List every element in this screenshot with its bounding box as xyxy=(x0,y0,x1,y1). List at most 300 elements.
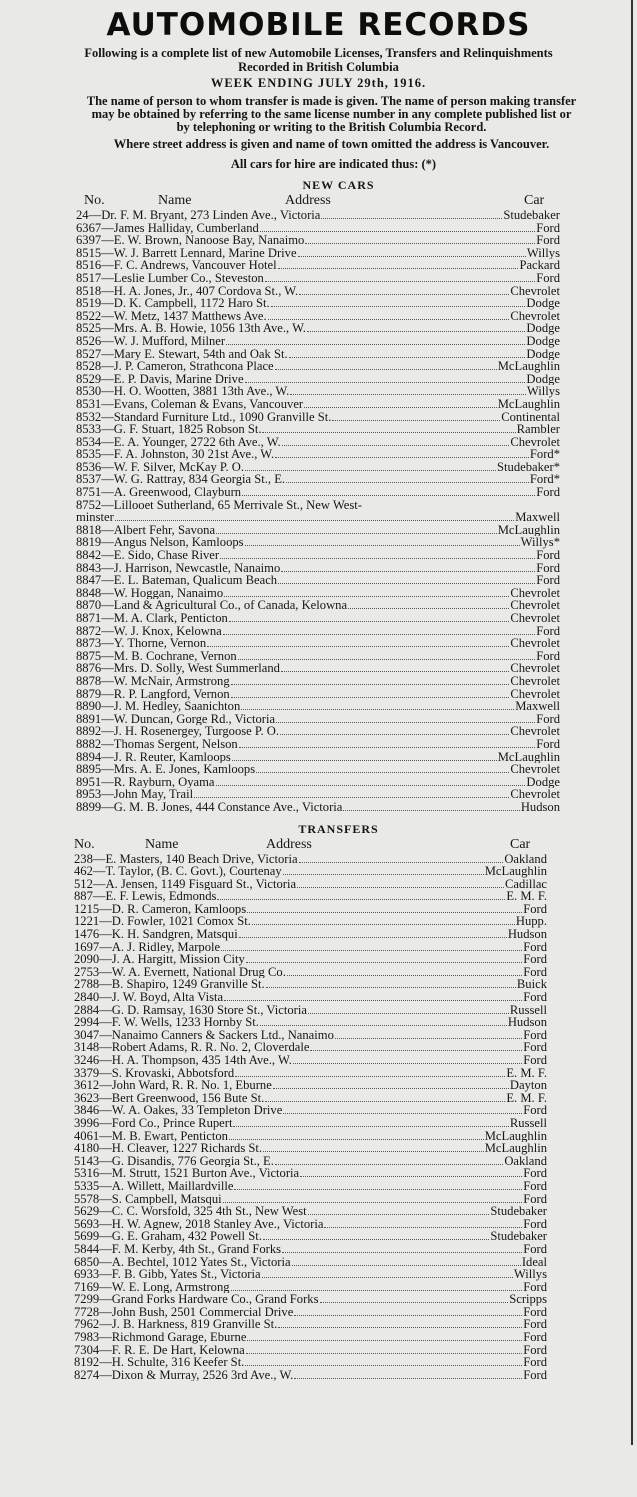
list-item xyxy=(74,1318,547,1331)
list-item xyxy=(76,259,560,272)
list-item xyxy=(76,599,560,612)
car-make: Hudson xyxy=(507,928,547,941)
list-item xyxy=(76,587,560,600)
list-item xyxy=(76,763,560,776)
record-entry: 8529—E. P. Davis, Marine Drive xyxy=(76,372,244,386)
record-entry: 8536—W. F. Silver, McKay P. O. xyxy=(76,460,245,474)
leader-dots xyxy=(260,231,535,232)
leader-dots xyxy=(245,470,496,471)
record-entry: 8528—J. P. Cameron, Strathcona Place xyxy=(76,360,274,373)
car-make: Chevrolet xyxy=(510,674,560,688)
list-item xyxy=(74,1155,547,1168)
leader-dots xyxy=(235,1076,505,1077)
list-item xyxy=(74,1268,547,1281)
leader-dots xyxy=(224,596,509,597)
leader-dots xyxy=(245,1365,522,1366)
car-make: Ford xyxy=(523,1041,547,1054)
list-item xyxy=(74,1256,547,1269)
transfers-list xyxy=(0,853,637,1382)
list-item xyxy=(74,853,547,866)
car-make: Ford xyxy=(523,1217,547,1231)
leader-dots xyxy=(226,344,525,345)
leader-dots xyxy=(194,797,509,798)
list-item xyxy=(74,903,547,916)
leader-dots xyxy=(266,987,516,988)
car-make: McLaughlin xyxy=(497,397,560,411)
leader-dots xyxy=(287,975,522,976)
car-make: Dodge xyxy=(526,334,560,348)
leader-dots xyxy=(234,1189,522,1190)
record-entry: 8534—E. A. Younger, 2722 6th Ave., W. xyxy=(76,435,281,449)
car-make: Dodge xyxy=(526,347,560,361)
car-make: Chevrolet xyxy=(510,612,560,625)
leader-dots xyxy=(247,912,522,913)
leader-dots xyxy=(247,1340,522,1341)
list-item xyxy=(74,1180,547,1193)
list-item xyxy=(74,1004,547,1017)
car-make: Chevrolet xyxy=(510,725,560,738)
record-entry: 5143—G. Disandis, 776 Georgia St., E. xyxy=(74,1154,274,1168)
record-entry: 8530—H. O. Wootten, 3881 13th Ave., W. xyxy=(76,385,290,398)
car-make: Russell xyxy=(509,1003,547,1017)
list-item xyxy=(76,297,560,310)
list-item xyxy=(74,1130,547,1143)
list-item xyxy=(76,738,560,751)
car-make: Chevrolet xyxy=(510,284,560,298)
new-cars-title: NEW CARS xyxy=(302,178,375,192)
car-make: Ford xyxy=(536,561,560,575)
leader-dots xyxy=(216,785,526,786)
leader-dots xyxy=(283,874,484,875)
leader-dots xyxy=(293,1063,522,1064)
leader-dots xyxy=(298,256,526,257)
car-make: Ford* xyxy=(529,448,560,461)
car-make: Chevrolet xyxy=(510,586,560,600)
list-item xyxy=(74,1243,547,1256)
leader-dots xyxy=(289,357,526,358)
leader-dots xyxy=(223,634,535,635)
list-item xyxy=(76,272,560,285)
list-item xyxy=(76,524,560,537)
record-entry: 8274—Dixon & Murray, 2526 3rd Ave., W. xyxy=(74,1368,294,1382)
leader-dots xyxy=(308,1214,490,1215)
leader-dots xyxy=(231,684,510,685)
car-make: Studebaker xyxy=(490,1230,547,1243)
record-entry: 2788—B. Shapiro, 1249 Granville St. xyxy=(74,978,265,992)
record-entry: 6850—A. Bechtel, 1012 Yates St., Victoria xyxy=(74,1255,291,1269)
record-entry: 8522—W. Metz, 1437 Matthews Ave. xyxy=(76,309,267,323)
list-item xyxy=(76,625,560,638)
leader-dots xyxy=(256,772,509,773)
list-item xyxy=(76,473,560,486)
leader-dots xyxy=(299,294,509,295)
list-item xyxy=(74,1281,547,1294)
record-entry: 8895—Mrs. A. E. Jones, Kamloops xyxy=(76,763,256,776)
car-make: Chevrolet xyxy=(510,309,560,323)
transfers-title: TRANSFERS xyxy=(298,821,379,836)
leader-dots xyxy=(282,445,510,446)
car-make: Ford xyxy=(523,940,547,954)
list-item xyxy=(74,1306,547,1319)
list-item xyxy=(76,222,560,235)
list-item xyxy=(76,398,560,411)
car-make: Ford xyxy=(523,953,547,966)
car-make: Ford xyxy=(523,1356,547,1369)
list-item xyxy=(74,1331,547,1344)
leader-dots xyxy=(245,382,526,383)
leader-dots xyxy=(252,924,515,925)
leader-dots xyxy=(220,558,535,559)
car-make: Studebaker xyxy=(503,209,560,222)
leader-dots xyxy=(223,1202,523,1203)
leader-dots xyxy=(307,331,525,332)
list-item xyxy=(76,713,560,726)
record-entry: 238—E. Masters, 140 Beach Drive, Victoria xyxy=(74,852,298,866)
record-entry: 8517—Leslie Lumber Co., Steveston xyxy=(76,271,264,285)
car-make: Dayton xyxy=(509,1079,547,1092)
col-car: Car xyxy=(510,836,531,852)
car-make: Hudson xyxy=(520,800,560,814)
list-item xyxy=(74,991,547,1004)
car-make: Ford xyxy=(523,1028,547,1042)
record-entry: 2753—W. A. Evernett, National Drug Co. xyxy=(74,965,286,979)
list-item xyxy=(76,209,560,222)
record-entry: 5578—S. Campbell, Matsqui xyxy=(74,1192,222,1206)
car-make: Ford xyxy=(523,1305,547,1319)
car-make: Maxwell xyxy=(515,700,560,713)
list-item xyxy=(76,511,560,524)
record-entry: 4180—H. Cleaver, 1227 Richards St. xyxy=(74,1142,263,1155)
list-item xyxy=(76,436,560,449)
leader-dots xyxy=(246,962,522,963)
leader-dots xyxy=(324,1227,522,1228)
leader-dots xyxy=(299,862,504,863)
leader-dots xyxy=(275,369,497,370)
record-entry: 8875—M. B. Cochrane, Vernon xyxy=(76,649,237,663)
car-make: Chevrolet xyxy=(510,662,560,675)
address-note: Where street address is given and name of town omitted the address is Vancouver. xyxy=(113,137,550,151)
list-item xyxy=(76,612,560,625)
record-entry: 5629—C. C. Worsfold, 325 4th St., New West xyxy=(74,1205,307,1218)
car-make: Maxwell xyxy=(515,511,560,524)
list-item xyxy=(76,448,560,461)
car-make: Ford* xyxy=(529,473,560,487)
car-make: Buick xyxy=(516,978,547,992)
record-entry: 462—T. Taylor, (B. C. Govt.), Courtenay xyxy=(74,865,282,878)
car-make: Studebaker* xyxy=(497,460,560,474)
leader-dots xyxy=(231,1290,523,1291)
list-item xyxy=(74,941,547,954)
list-item xyxy=(74,1167,547,1180)
car-make: Russell xyxy=(509,1116,547,1130)
leader-dots xyxy=(300,1176,522,1177)
leader-dots xyxy=(278,1327,522,1328)
car-make: Willys xyxy=(513,1268,547,1281)
record-entry: 8532—Standard Furniture Ltd., 1090 Granville St. xyxy=(76,410,332,424)
car-make: McLaughlin xyxy=(497,523,560,537)
record-entry: 8525—Mrs. A. B. Howie, 1056 13th Ave., W. xyxy=(76,322,306,335)
record-entry: 8526—W. J. Mufford, Milner xyxy=(76,334,226,348)
list-item xyxy=(74,1193,547,1206)
list-item xyxy=(76,285,560,298)
leader-dots xyxy=(320,1302,509,1303)
car-make: Chevrolet xyxy=(510,435,560,449)
record-entry: 5335—A. Willett, Maillardville xyxy=(74,1179,234,1193)
list-item xyxy=(74,878,547,891)
record-entry: 3148—Robert Adams, R. R. No. 2, Cloverdale xyxy=(74,1041,310,1054)
record-entry: 8751—A. Greenwood, Clayburn xyxy=(76,486,242,499)
record-entry: minster xyxy=(76,511,114,524)
list-item xyxy=(76,751,560,764)
leader-dots xyxy=(273,1088,509,1089)
car-make: Chevrolet xyxy=(510,788,560,801)
list-item xyxy=(74,915,547,928)
car-make: Chevrolet xyxy=(510,599,560,612)
record-entry: 3623—Bert Greenwood, 156 Bute St. xyxy=(74,1091,265,1105)
record-entry: 8951—R. Rayburn, Oyama xyxy=(76,775,215,789)
list-item xyxy=(74,953,547,966)
list-item xyxy=(74,1029,547,1042)
leader-dots xyxy=(263,1239,490,1240)
hire-note: All cars for hire are indicated thus: (*) xyxy=(230,157,437,171)
car-make: Hudson xyxy=(507,1016,547,1029)
car-make: Oakland xyxy=(504,852,547,866)
record-entry: 6397—E. W. Brown, Nanoose Bay, Nanaimo xyxy=(76,234,305,247)
car-make: Ford xyxy=(536,574,560,587)
list-item xyxy=(74,1344,547,1357)
car-make: Dodge xyxy=(526,322,560,335)
list-item xyxy=(74,1142,547,1155)
list-item xyxy=(74,1104,547,1117)
car-make: Chevrolet xyxy=(510,687,560,701)
car-make: Ford xyxy=(523,1331,547,1344)
leader-dots xyxy=(308,1013,509,1014)
record-entry: 8953—John May, Trail xyxy=(76,788,194,801)
car-make: Ford xyxy=(523,1104,547,1117)
leader-dots xyxy=(238,659,536,660)
record-entry: 887—E. F. Lewis, Edmonds xyxy=(74,890,217,903)
list-item xyxy=(74,1293,547,1306)
list-item xyxy=(76,650,560,663)
record-entry: 8516—F. C. Andrews, Vancouver Hotel xyxy=(76,259,277,272)
record-entry: 8891—W. Duncan, Gorge Rd., Victoria xyxy=(76,712,276,726)
list-item xyxy=(76,549,560,562)
car-make: Ford xyxy=(536,234,560,247)
record-entry: 8890—J. M. Hedley, Saanichton xyxy=(76,700,241,713)
car-make: McLaughlin xyxy=(484,1129,547,1143)
car-make: Ford xyxy=(523,1368,547,1382)
record-entry: 3047—Nanaimo Canners & Sackers Ltd., Nanaimo xyxy=(74,1028,334,1042)
car-make: Ford xyxy=(523,1192,547,1206)
record-entry: 8872—W. J. Knox, Kelowna xyxy=(76,624,222,638)
leader-dots xyxy=(282,1252,522,1253)
record-entry: 3379—S. Krovaski, Abbotsford xyxy=(74,1066,235,1080)
list-item xyxy=(76,310,560,323)
record-entry: 2090—J. A. Hargitt, Mission City xyxy=(74,953,245,966)
car-make: Ford xyxy=(536,221,560,235)
leader-dots xyxy=(221,950,522,951)
car-make: Ford xyxy=(523,1318,547,1332)
leader-dots xyxy=(262,432,515,433)
list-item xyxy=(74,928,547,941)
leader-dots xyxy=(229,621,510,622)
list-item xyxy=(74,1230,547,1243)
record-entry: 8894—J. R. Reuter, Kamloops xyxy=(76,750,231,764)
list-item xyxy=(74,1079,547,1092)
record-entry: 8518—H. A. Jones, Jr., 407 Cordova St., W. xyxy=(76,284,299,298)
leader-dots xyxy=(281,571,535,572)
car-make: Ford xyxy=(523,1242,547,1256)
list-item xyxy=(76,348,560,361)
col-no: No. xyxy=(74,836,95,852)
list-item xyxy=(76,461,560,474)
car-make: E. M. F. xyxy=(506,890,547,903)
car-make: Ford xyxy=(536,737,560,751)
list-item xyxy=(76,360,560,373)
list-item xyxy=(74,1117,547,1130)
record-entry: 512—A. Jensen, 1149 Fisguard St., Victoria xyxy=(74,877,297,891)
leader-dots xyxy=(231,697,510,698)
car-make: Studebaker xyxy=(490,1205,547,1218)
list-item xyxy=(74,978,547,991)
list-item xyxy=(76,536,560,549)
leader-dots xyxy=(278,583,535,584)
list-item xyxy=(74,1041,547,1054)
list-item xyxy=(74,890,547,903)
record-entry: 8882—Thomas Sergent, Nelson xyxy=(76,737,238,751)
list-item xyxy=(76,688,560,701)
record-entry: 7304—F. R. E. De Hart, Kelowna xyxy=(74,1343,245,1357)
car-make: Ford xyxy=(536,624,560,638)
record-entry: 24—Dr. F. M. Bryant, 273 Linden Ave., Victoria xyxy=(76,209,321,222)
list-item xyxy=(76,662,560,675)
leader-dots xyxy=(242,495,535,496)
car-make: Ford xyxy=(523,1054,547,1067)
record-entry: 8878—W. McNair, Armstrong xyxy=(76,674,230,688)
leader-dots xyxy=(239,937,507,938)
record-entry: 6933—F. B. Gibb, Yates St., Victoria xyxy=(74,1268,261,1281)
list-item xyxy=(76,234,560,247)
leader-dots xyxy=(332,420,500,421)
leader-dots xyxy=(304,407,497,408)
car-make: Chevrolet xyxy=(510,763,560,776)
record-entry: 1476—K. H. Sandgren, Matsqui xyxy=(74,928,238,941)
leader-dots xyxy=(229,1139,484,1140)
list-item xyxy=(76,574,560,587)
list-item xyxy=(76,788,560,801)
list-item xyxy=(76,411,560,424)
record-entry: 3996—Ford Co., Prince Rupert xyxy=(74,1116,233,1130)
record-entry: 2840—J. W. Boyd, Alta Vista xyxy=(74,991,224,1004)
record-entry: 6367—James Halliday, Cumberland xyxy=(76,221,259,235)
list-item xyxy=(76,499,560,512)
leader-dots xyxy=(246,1353,522,1354)
record-entry: 8818—Albert Fehr, Savona xyxy=(76,523,216,537)
leader-dots xyxy=(115,520,514,521)
leader-dots xyxy=(305,243,535,244)
new-cars-column-headers xyxy=(0,193,637,209)
transfers-column-headers xyxy=(0,837,637,853)
list-item xyxy=(74,865,547,878)
leader-dots xyxy=(216,533,497,534)
list-item xyxy=(76,373,560,386)
leader-dots xyxy=(224,1000,522,1001)
leader-dots xyxy=(343,810,519,811)
record-entry: 8870—Land & Agricultural Co., of Canada, Kelowna xyxy=(76,599,348,612)
car-make: Packard xyxy=(519,259,560,272)
list-item xyxy=(76,486,560,499)
record-entry: 8531—Evans, Coleman & Evans, Vancouver xyxy=(76,397,304,411)
record-entry: 3246—H. A. Thompson, 435 14th Ave., W. xyxy=(74,1054,292,1067)
car-make: E. M. F. xyxy=(506,1066,547,1080)
record-entry: 2994—F. W. Wells, 1233 Hornby St. xyxy=(74,1016,259,1029)
leader-dots xyxy=(265,1101,505,1102)
record-entry: 8899—G. M. B. Jones, 444 Constance Ave., Victoria xyxy=(76,800,343,814)
list-item xyxy=(74,1016,547,1029)
leader-dots xyxy=(321,218,502,219)
leader-dots xyxy=(294,1315,522,1316)
car-make: Ford xyxy=(523,991,547,1004)
leader-dots xyxy=(348,608,509,609)
car-make: Continental xyxy=(501,410,560,424)
car-make: Ford xyxy=(523,1280,547,1294)
car-make: McLaughlin xyxy=(484,1142,547,1155)
car-make: Ideal xyxy=(521,1255,547,1269)
car-make: Ford xyxy=(536,712,560,726)
leader-dots xyxy=(265,281,535,282)
list-item xyxy=(74,1054,547,1067)
list-item xyxy=(76,385,560,398)
leader-dots xyxy=(297,887,504,888)
record-entry: 3846—W. A. Oakes, 33 Templeton Drive xyxy=(74,1104,283,1117)
record-entry: 8876—Mrs. D. Solly, West Summerland xyxy=(76,662,280,675)
leader-dots xyxy=(276,722,535,723)
record-entry: 1221—D. Fowler, 1021 Comox St. xyxy=(74,915,251,929)
list-item xyxy=(76,637,560,650)
leader-dots xyxy=(292,1265,521,1266)
car-make: McLaughlin xyxy=(497,750,560,764)
col-address: Address xyxy=(285,193,331,208)
leader-dots xyxy=(290,394,526,395)
page-title: AUTOMOBILE RECORDS xyxy=(106,7,531,43)
record-entry: 8842—E. Sido, Chase River xyxy=(76,549,220,562)
leader-dots xyxy=(207,646,509,647)
record-entry: 7962—J. B. Harkness, 819 Granville St. xyxy=(74,1318,278,1332)
list-item xyxy=(76,700,560,713)
car-make: Dodge xyxy=(526,297,560,310)
leader-dots xyxy=(286,482,529,483)
record-entry: 3612—John Ward, R. R. No. 1, Eburne xyxy=(74,1079,272,1092)
column-rule xyxy=(631,0,633,1445)
leader-dots xyxy=(335,1038,522,1039)
leader-dots xyxy=(310,1050,522,1051)
car-make: Ford xyxy=(523,1179,547,1193)
record-entry: 1215—D. R. Cameron, Kamloops xyxy=(74,902,247,916)
new-cars-list xyxy=(0,209,637,814)
list-item xyxy=(74,1092,547,1105)
record-entry: 7299—Grand Forks Hardware Co., Grand Forks xyxy=(74,1293,319,1306)
record-entry: 4061—M. B. Ewart, Penticton xyxy=(74,1129,228,1143)
leader-dots xyxy=(275,1164,503,1165)
leader-dots xyxy=(245,545,520,546)
record-entry: 8192—H. Schulte, 316 Keefer St. xyxy=(74,1356,245,1369)
record-entry: 2884—G. D. Ramsay, 1630 Store St., Victoria xyxy=(74,1003,307,1017)
car-make: Willys xyxy=(526,246,560,260)
col-address: Address xyxy=(266,836,312,852)
record-entry: 8527—Mary E. Stewart, 54th and Oak St. xyxy=(76,347,288,361)
leader-dots xyxy=(283,1113,522,1114)
transfer-note: The name of person to whom transfer is made is given. The name of person making transfer may be obtained by referring to the same license number in any complete published list or by telephoning or writing to the British Columbia Record. xyxy=(86,94,577,134)
